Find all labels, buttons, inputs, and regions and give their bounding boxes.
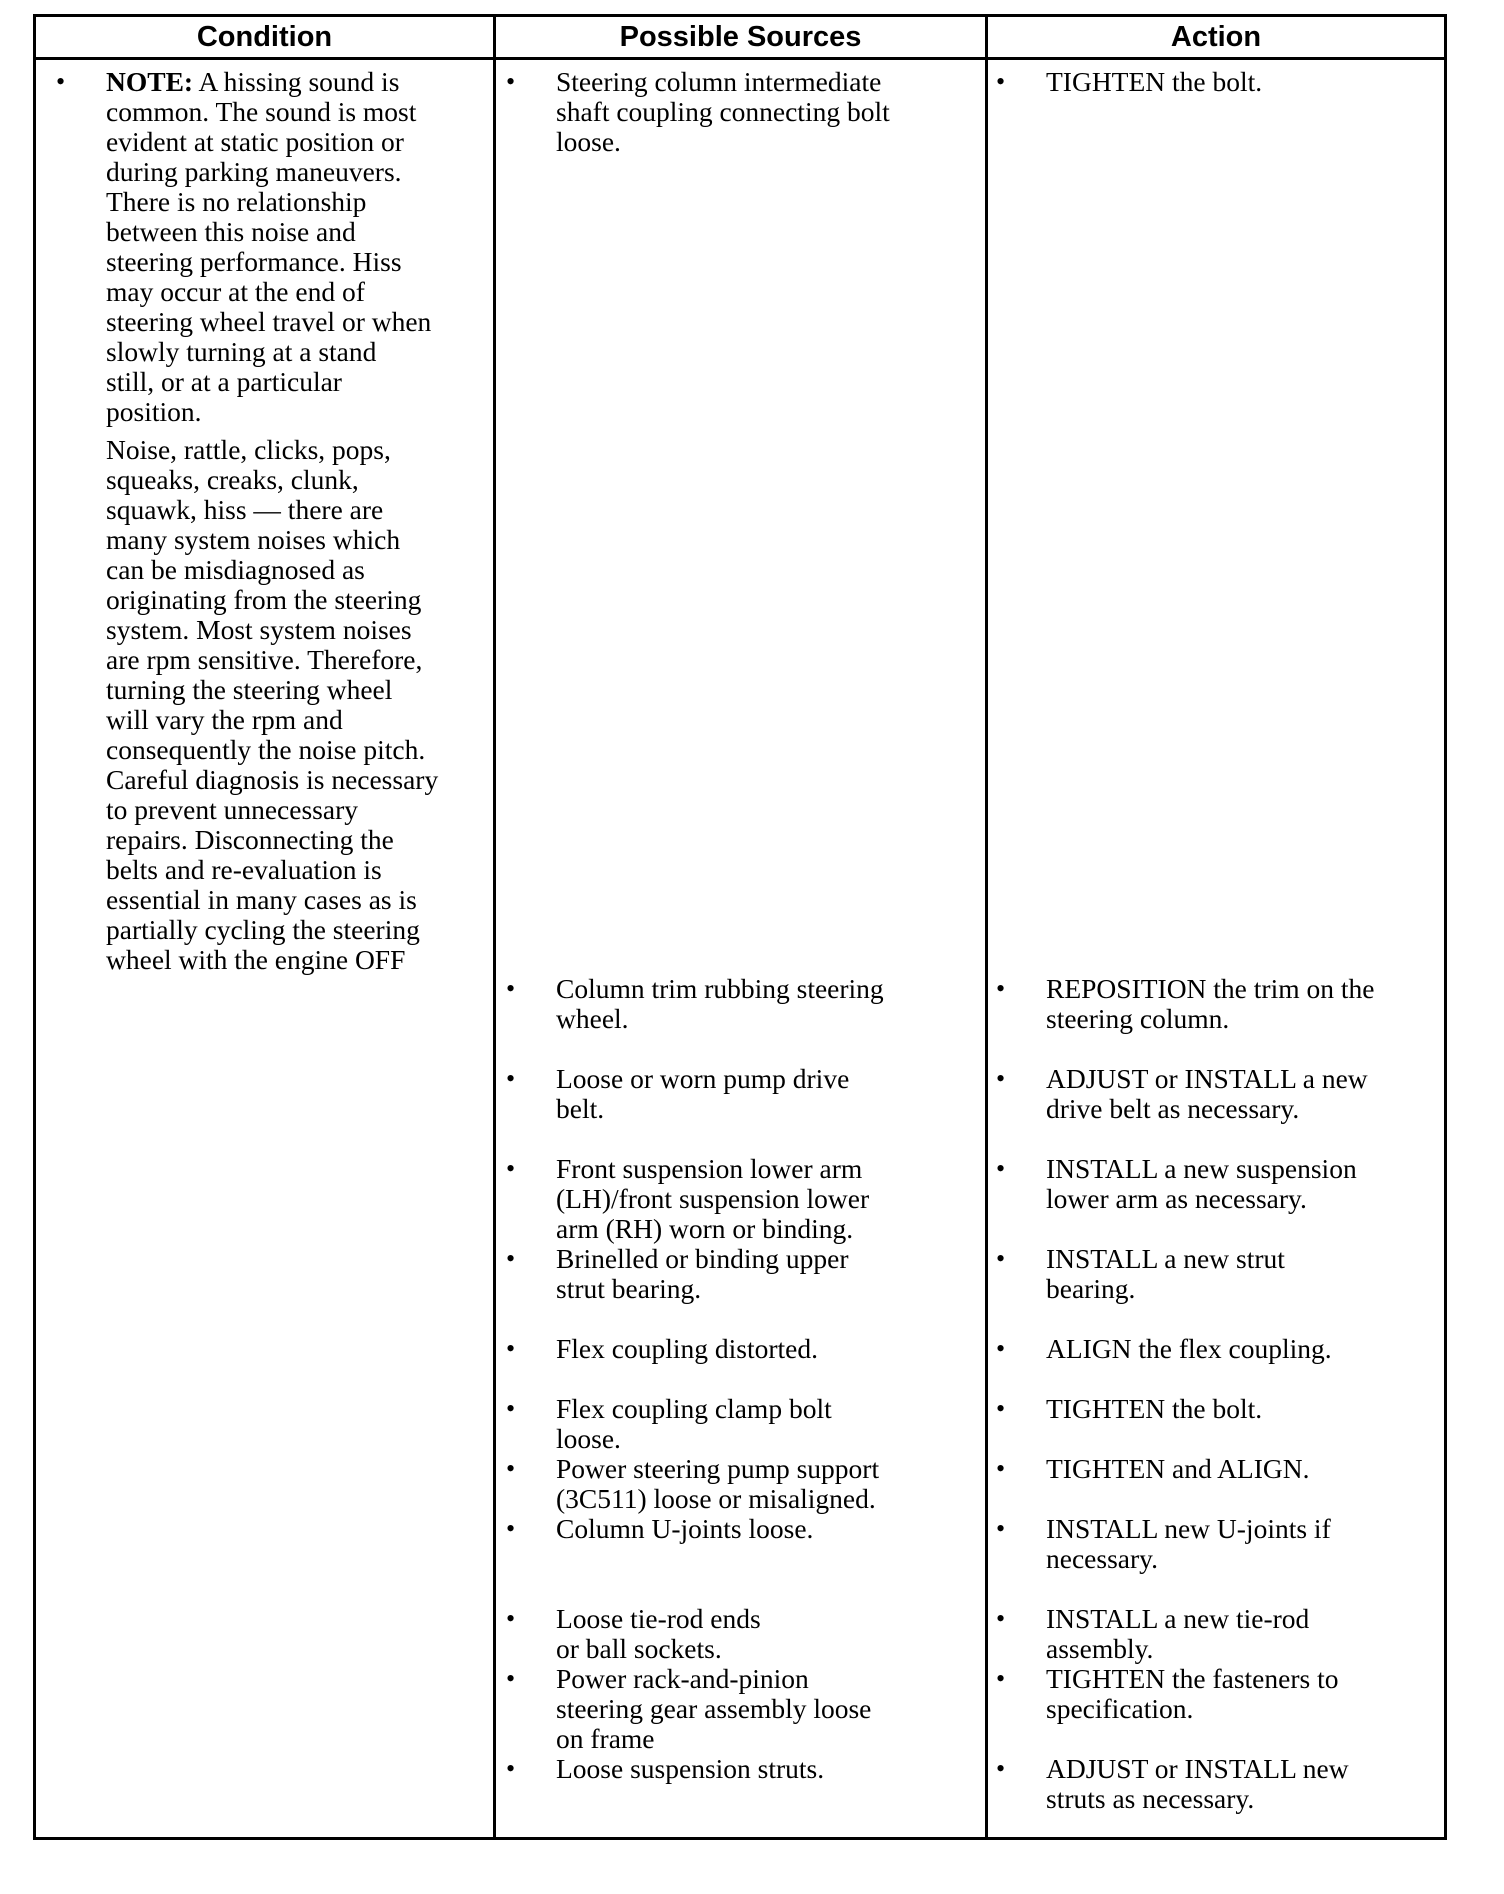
- action-item: [996, 1664, 1466, 1724]
- bullet-icon: •: [996, 1514, 1006, 1543]
- action-item: [996, 1244, 1466, 1304]
- action-text: TIGHTEN the bolt.: [1046, 66, 1263, 97]
- condition-paragraph: Noise, rattle, clicks, pops, squeaks, creaks, clunk, squawk, hiss — there are many system noises which can be misdiagnosed as originating from the steering system. Most system noises are rpm sensitive. Therefore, turning the steering wheel will vary the rpm and consequently the noise pitch. Careful diagnosis is necessary to prevent unnecessary repairs. Disconnecting the belts and re-evaluation is essential in many cases as is partially cycling the steering wheel with the engine OFF: [106, 434, 439, 975]
- bullet-icon: •: [506, 1514, 516, 1543]
- source-item: [506, 1604, 986, 1664]
- action-text: ALIGN the flex coupling.: [1046, 1333, 1332, 1364]
- bullet-icon: •: [506, 67, 516, 96]
- bullet-icon: •: [506, 1454, 516, 1483]
- action-item: [996, 1754, 1466, 1814]
- source-item: [506, 1664, 986, 1754]
- action-text: INSTALL a new tie-rod assembly.: [1046, 1603, 1310, 1664]
- action-text: TIGHTEN the bolt.: [1046, 1393, 1263, 1424]
- action-text: ADJUST or INSTALL new struts as necessary.: [1046, 1753, 1349, 1814]
- action-item: [996, 1604, 1466, 1664]
- header-possible-sources: Possible Sources: [619, 20, 862, 53]
- action-item: [996, 1334, 1466, 1364]
- bullet-icon: •: [506, 1154, 516, 1183]
- source-item: [506, 1754, 986, 1784]
- source-text: Flex coupling clamp bolt loose.: [556, 1393, 832, 1454]
- bullet-icon: •: [506, 1394, 516, 1423]
- source-text: Column U-joints loose.: [556, 1513, 814, 1544]
- source-item: [506, 974, 986, 1034]
- action-item: [996, 1154, 1466, 1214]
- header-divider: [36, 57, 1444, 60]
- header-condition: Condition: [196, 20, 333, 53]
- action-text: INSTALL new U-joints if necessary.: [1046, 1513, 1331, 1574]
- condition-note: [56, 67, 496, 427]
- source-item: [506, 1064, 986, 1124]
- bullet-icon: •: [996, 1244, 1006, 1273]
- source-item: [506, 1154, 986, 1244]
- action-text: INSTALL a new strut bearing.: [1046, 1243, 1285, 1304]
- bullet-icon: •: [996, 1454, 1006, 1483]
- bullet-icon: •: [506, 1754, 516, 1783]
- header-action: Action: [1170, 20, 1262, 53]
- action-text: TIGHTEN the fasteners to specification.: [1046, 1663, 1339, 1724]
- action-item: [996, 1064, 1466, 1124]
- source-text: Flex coupling distorted.: [556, 1333, 818, 1364]
- action-item: [996, 1454, 1466, 1484]
- source-text: Loose suspension struts.: [556, 1753, 825, 1784]
- bullet-icon: •: [996, 67, 1006, 96]
- source-item: [506, 1394, 986, 1454]
- source-text: Power steering pump support (3C511) loose or misaligned.: [556, 1453, 880, 1514]
- source-text: Brinelled or binding upper strut bearing.: [556, 1243, 849, 1304]
- source-text: Power rack-and-pinion steering gear assembly loose on frame: [556, 1663, 872, 1754]
- action-text: REPOSITION the trim on the steering column.: [1046, 973, 1375, 1034]
- source-item: [506, 67, 986, 157]
- action-item: [996, 67, 1466, 97]
- bullet-icon: •: [506, 1604, 516, 1633]
- bullet-icon: •: [996, 1154, 1006, 1183]
- source-item: [506, 1334, 986, 1364]
- source-item: [506, 1514, 986, 1544]
- bullet-icon: •: [506, 1664, 516, 1693]
- note-text: A hissing sound is common. The sound is most evident at static position or during parking maneuvers. There is no relationship between this noise and steering performance. Hiss may occur at the end of steering wheel travel or when slowly turning at a stand still, or at a particular position.: [106, 66, 432, 427]
- bullet-icon: •: [996, 1754, 1006, 1783]
- action-item: [996, 1394, 1466, 1424]
- action-item: [996, 974, 1466, 1034]
- column-divider-2: [985, 17, 988, 1837]
- bullet-icon: •: [996, 1064, 1006, 1093]
- diagnosis-table: [33, 14, 1447, 1840]
- source-text: Front suspension lower arm (LH)/front suspension lower arm (RH) worn or binding.: [556, 1153, 870, 1244]
- action-text: TIGHTEN and ALIGN.: [1046, 1453, 1310, 1484]
- condition-cell: [56, 67, 496, 975]
- bullet-icon: •: [506, 974, 516, 1003]
- bullet-icon: •: [996, 1604, 1006, 1633]
- action-text: INSTALL a new suspension lower arm as necessary.: [1046, 1153, 1357, 1214]
- source-text: Loose or worn pump drive belt.: [556, 1063, 850, 1124]
- bullet-icon: •: [506, 1064, 516, 1093]
- source-item: [506, 1454, 986, 1514]
- source-text: Column trim rubbing steering wheel.: [556, 973, 884, 1034]
- bullet-icon: •: [996, 1334, 1006, 1363]
- source-text: Steering column intermediate shaft coupling connecting bolt loose.: [556, 66, 890, 157]
- source-item: [506, 1244, 986, 1304]
- bullet-icon: •: [506, 1334, 516, 1363]
- bullet-icon: •: [506, 1244, 516, 1273]
- bullet-icon: •: [56, 67, 66, 96]
- source-text: Loose tie-rod ends or ball sockets.: [556, 1603, 761, 1664]
- bullet-icon: •: [996, 1394, 1006, 1423]
- bullet-icon: •: [996, 1664, 1006, 1693]
- action-text: ADJUST or INSTALL a new drive belt as necessary.: [1046, 1063, 1368, 1124]
- note-label: NOTE:: [106, 66, 194, 97]
- bullet-icon: •: [996, 974, 1006, 1003]
- action-item: [996, 1514, 1466, 1574]
